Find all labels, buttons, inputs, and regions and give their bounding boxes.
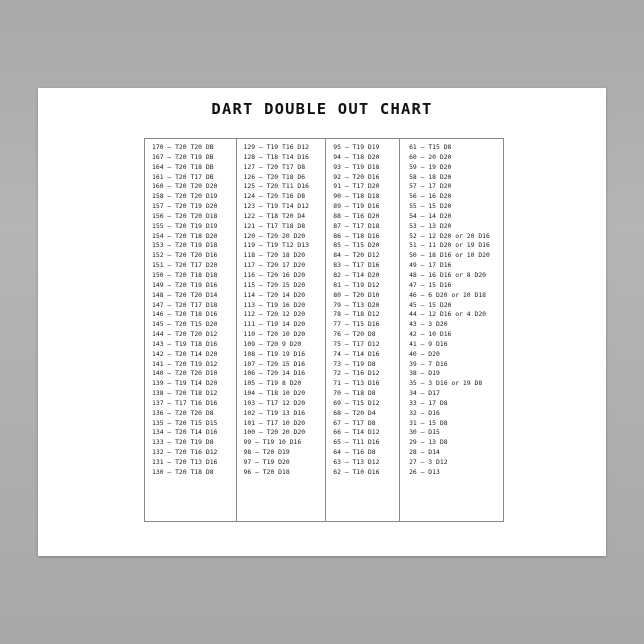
table-row: 100 – T20 20 D20 <box>243 428 306 437</box>
table-row: 112 – T20 12 D20 <box>243 310 306 319</box>
table-row: 160 – T20 T20 D20 <box>152 182 218 191</box>
table-row: 123 – T19 T14 D12 <box>243 202 309 211</box>
table-row: 167 – T20 T19 DB <box>152 152 214 161</box>
table-row: 138 – T20 T18 D12 <box>152 389 218 398</box>
table-row: 97 – T19 D20 <box>243 458 290 466</box>
table-row: 155 – T20 T19 D19 <box>152 221 218 230</box>
table-row: 121 – T17 T18 D8 <box>243 221 306 230</box>
table-row: 73 – T19 D8 <box>333 359 376 368</box>
table-row: 78 – T18 D12 <box>333 310 380 319</box>
table-row: 157 – T20 T19 D20 <box>152 202 218 211</box>
page-title: DART DOUBLE OUT CHART <box>211 100 433 118</box>
table-row: 113 – T19 16 D20 <box>243 300 306 309</box>
table-row: 91 – T17 D20 <box>333 182 380 191</box>
table-row: 41 – 9 D16 <box>409 339 448 348</box>
table-row: 71 – T13 D16 <box>333 379 380 388</box>
table-row: 52 – 12 D20 or 20 D16 <box>409 231 490 240</box>
table-row: 31 – 15 D8 <box>409 418 448 427</box>
table-row: 149 – T20 T19 D16 <box>152 280 218 289</box>
table-row: 101 – T17 10 D20 <box>243 418 306 427</box>
table-row: 102 – T19 13 D16 <box>243 408 306 417</box>
table-row: 34 – D17 <box>409 389 440 398</box>
table-row: 119 – T19 T12 D13 <box>243 241 309 250</box>
table-row: 77 – T15 D16 <box>333 320 380 329</box>
table-row: 122 – T18 T20 D4 <box>243 211 306 220</box>
table-row: 62 – T10 D16 <box>333 467 380 476</box>
table-row: 75 – T17 D12 <box>333 339 380 348</box>
table-row: 114 – T20 14 D20 <box>243 290 306 299</box>
table-row: 90 – T18 D18 <box>333 192 380 201</box>
table-row: 49 – 17 D16 <box>409 261 452 270</box>
table-row: 58 – 18 D20 <box>409 172 452 181</box>
table-row: 152 – T20 T20 D16 <box>152 251 218 260</box>
table-row: 60 – 20 D20 <box>409 152 452 161</box>
table-row: 148 – T20 T20 D14 <box>152 290 218 299</box>
table-row: 117 – T20 17 D20 <box>243 261 306 270</box>
table-row: 66 – T14 D12 <box>333 428 380 437</box>
table-row: 143 – T19 T18 D16 <box>152 339 218 348</box>
table-row: 88 – T16 D20 <box>333 211 380 220</box>
table-row: 28 – D14 <box>409 448 440 457</box>
table-column-3 <box>325 139 399 521</box>
table-row: 85 – T15 D20 <box>333 241 380 250</box>
table-row: 125 – T20 T11 D16 <box>243 182 309 191</box>
table-row: 42 – 10 D16 <box>409 330 452 339</box>
table-row: 135 – T20 T15 D15 <box>152 418 218 427</box>
table-row: 79 – T13 D20 <box>333 300 380 309</box>
table-row: 140 – T20 T20 D10 <box>152 369 218 378</box>
table-column-4 <box>399 139 503 521</box>
table-row: 46 – 6 D20 or 10 D18 <box>409 290 487 299</box>
table-row: 83 – T17 D16 <box>333 261 380 270</box>
table-row: 55 – 15 D20 <box>409 202 452 211</box>
table-row: 80 – T20 D10 <box>333 290 380 299</box>
table-row: 76 – T20 D8 <box>333 330 376 339</box>
table-row: 92 – T20 D16 <box>333 172 380 181</box>
table-column-1 <box>145 139 236 521</box>
table-row: 134 – T20 T14 D16 <box>152 428 218 437</box>
table-row: 65 – T11 D16 <box>333 438 380 447</box>
table-row: 132 – T20 T16 D12 <box>152 448 218 457</box>
table-row: 99 – T19 10 D16 <box>243 438 302 447</box>
table-row: 110 – T20 10 D20 <box>243 330 306 339</box>
table-row: 111 – T19 14 D20 <box>243 320 306 329</box>
table-row: 164 – T20 T18 DB <box>152 162 214 171</box>
table-row: 70 – T18 D8 <box>333 389 376 398</box>
table-row: 141 – T20 T19 D12 <box>152 359 218 368</box>
table-row: 53 – 13 D20 <box>409 221 452 230</box>
table-row: 105 – T19 8 D20 <box>243 379 302 388</box>
table-row: 131 – T20 T13 D16 <box>152 458 218 466</box>
table-row: 156 – T20 T20 D18 <box>152 211 218 220</box>
table-row: 118 – T20 18 D20 <box>243 251 306 260</box>
table-row: 136 – T20 T20 D8 <box>152 408 214 417</box>
table-row: 40 – D20 <box>409 349 440 358</box>
table-row: 48 – 16 D16 or 8 D20 <box>409 270 487 279</box>
table-row: 144 – T20 T20 D12 <box>152 330 218 339</box>
table-row: 94 – T18 D20 <box>333 152 380 161</box>
table-row: 146 – T20 T18 D16 <box>152 310 218 319</box>
table-row: 29 – 13 D8 <box>409 438 448 447</box>
table-row: 43 – 3 D20 <box>409 320 448 329</box>
table-row: 26 – D13 <box>409 467 440 476</box>
table-row: 126 – T20 T18 D6 <box>243 172 306 181</box>
table-row: 82 – T14 D20 <box>333 270 380 279</box>
table-row: 93 – T19 D18 <box>333 162 380 171</box>
table-row: 150 – T20 T18 D18 <box>152 270 218 279</box>
table-row: 45 – 15 D20 <box>409 300 452 309</box>
table-row: 154 – T20 T18 D20 <box>152 231 218 240</box>
table-row: 51 – 11 D20 or 19 D16 <box>409 241 490 250</box>
table-row: 44 – 12 D16 or 4 D20 <box>409 310 487 319</box>
poster-canvas <box>38 88 606 556</box>
table-row: 47 – 15 D16 <box>409 280 452 289</box>
table-row: 109 – T20 9 D20 <box>243 339 302 348</box>
table-row: 153 – T20 T19 D18 <box>152 241 218 250</box>
table-row: 35 – 3 D16 or 19 D8 <box>409 379 483 388</box>
table-row: 104 – T18 10 D20 <box>243 389 306 398</box>
table-row: 127 – T20 T17 D8 <box>243 162 306 171</box>
table-row: 69 – T15 D12 <box>333 398 380 407</box>
table-row: 103 – T17 12 D20 <box>243 398 306 407</box>
table-row: 106 – T20 14 D16 <box>243 369 306 378</box>
table-row: 72 – T16 D12 <box>333 369 380 378</box>
table-row: 129 – T19 T16 D12 <box>243 143 309 151</box>
table-row: 32 – D16 <box>409 408 440 417</box>
table-row: 67 – T17 D8 <box>333 418 376 427</box>
table-row: 86 – T18 D16 <box>333 231 380 240</box>
table-row: 30 – D15 <box>409 428 440 437</box>
table-row: 145 – T20 T15 D20 <box>152 320 218 329</box>
table-row: 27 – 3 D12 <box>409 458 448 466</box>
table-row: 96 – T20 D18 <box>243 467 290 476</box>
table-row: 87 – T17 D18 <box>333 221 380 230</box>
table-row: 56 – 16 D20 <box>409 192 452 201</box>
table-row: 59 – 19 D20 <box>409 162 452 171</box>
table-row: 133 – T20 T19 D8 <box>152 438 214 447</box>
table-row: 124 – T20 T16 D8 <box>243 192 306 201</box>
table-row: 39 – 7 D16 <box>409 359 448 368</box>
table-row: 38 – D19 <box>409 369 440 378</box>
table-row: 50 – 18 D16 or 10 D20 <box>409 251 490 260</box>
table-row: 95 – T19 D19 <box>333 143 380 151</box>
table-row: 161 – T20 T17 DB <box>152 172 214 181</box>
table-row: 142 – T20 T14 D20 <box>152 349 218 358</box>
dart-checkout-table <box>144 138 504 522</box>
table-row: 115 – T20 15 D20 <box>243 280 306 289</box>
table-row: 33 – 17 D8 <box>409 398 448 407</box>
table-row: 137 – T17 T16 D16 <box>152 398 218 407</box>
table-row: 139 – T19 T14 D20 <box>152 379 218 388</box>
table-row: 151 – T20 T17 D20 <box>152 261 218 270</box>
table-row: 57 – 17 D20 <box>409 182 452 191</box>
table-row: 64 – T16 D8 <box>333 448 376 457</box>
table-row: 84 – T20 D12 <box>333 251 380 260</box>
table-row: 98 – T20 D19 <box>243 448 290 457</box>
table-row: 74 – T14 D16 <box>333 349 380 358</box>
table-row: 120 – T20 20 D20 <box>243 231 306 240</box>
table-row: 63 – T13 D12 <box>333 458 380 466</box>
table-row: 61 – T15 D8 <box>409 143 452 151</box>
table-row: 108 – T19 19 D16 <box>243 349 306 358</box>
table-row: 128 – T18 T14 D16 <box>243 152 309 161</box>
table-row: 147 – T20 T17 D18 <box>152 300 218 309</box>
table-row: 68 – T20 D4 <box>333 408 376 417</box>
table-row: 130 – T20 T18 D8 <box>152 467 214 476</box>
table-row: 170 – T20 T20 DB <box>152 143 214 151</box>
table-column-2 <box>236 139 326 521</box>
table-row: 89 – T19 D16 <box>333 202 380 211</box>
table-row: 158 – T20 T20 D19 <box>152 192 218 201</box>
table-row: 81 – T19 D12 <box>333 280 380 289</box>
table-row: 116 – T20 16 D20 <box>243 270 306 279</box>
table-row: 107 – T20 15 D16 <box>243 359 306 368</box>
table-row: 54 – 14 D20 <box>409 211 452 220</box>
